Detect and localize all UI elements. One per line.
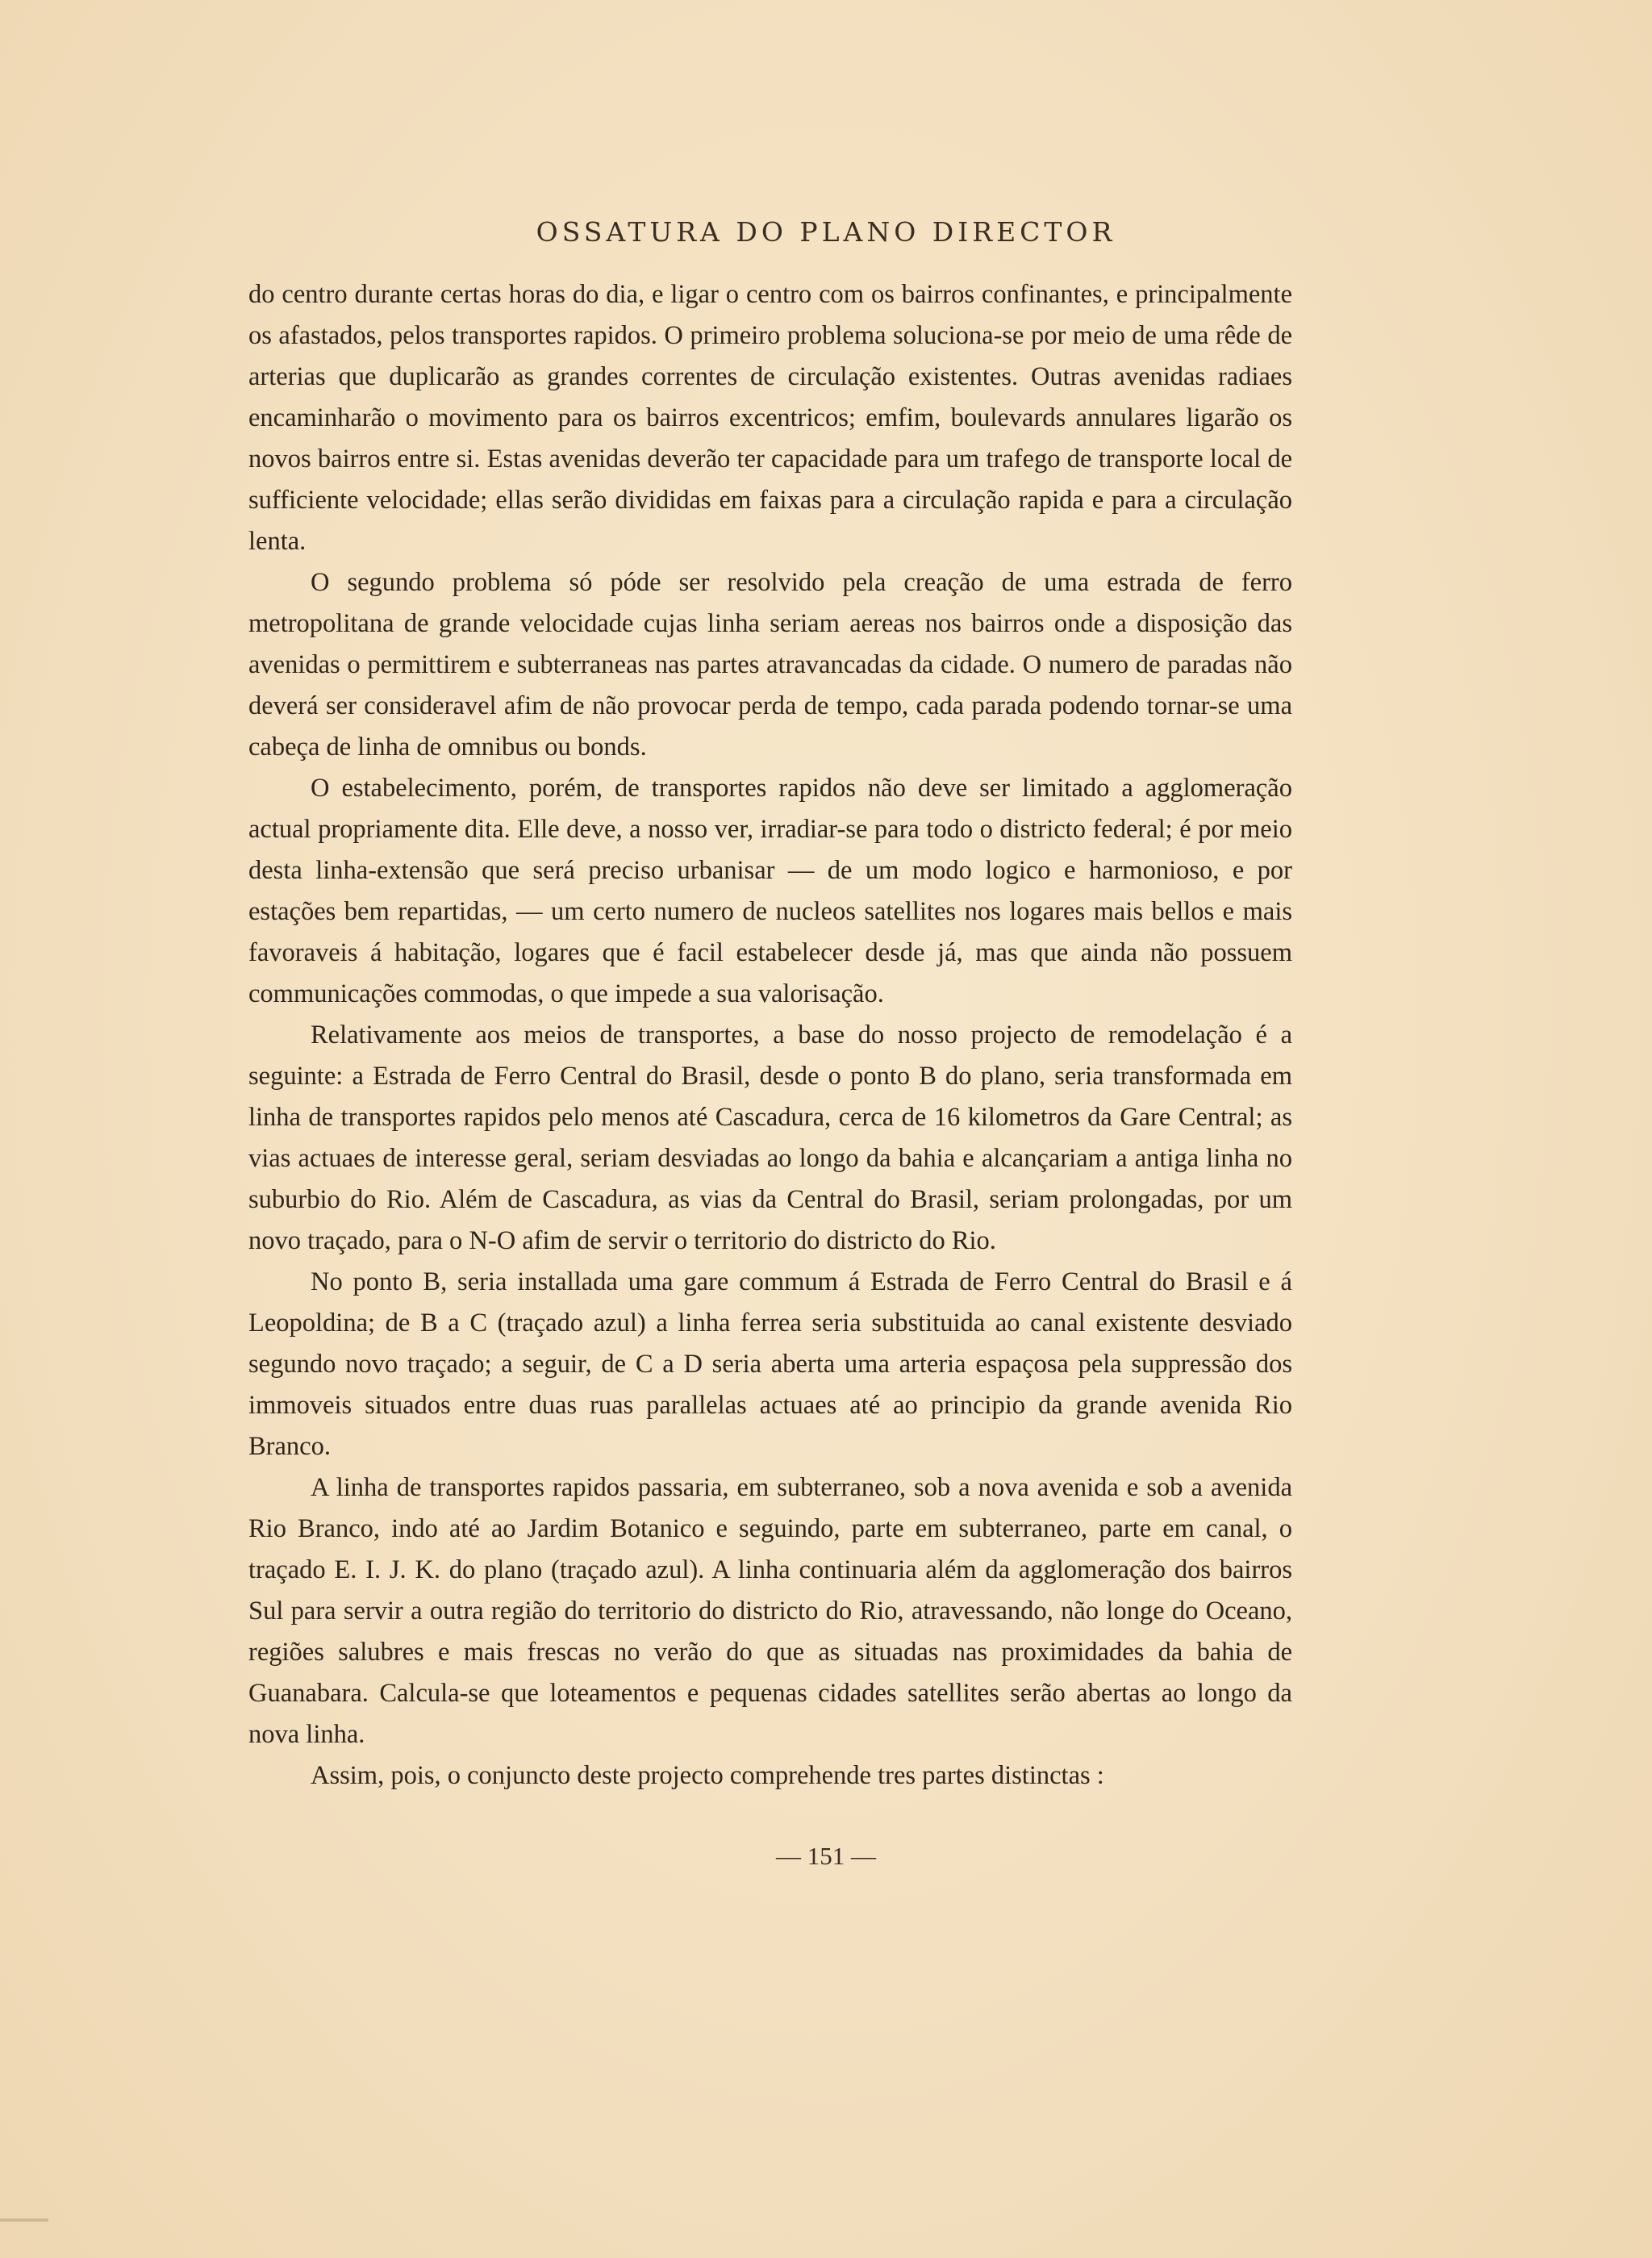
running-head: OSSATURA DO PLANO DIRECTOR (536, 216, 1116, 248)
paragraph: O estabelecimento, porém, de transportes rapidos não deve ser limitado a agglomeração actual propriamente dita. Elle deve, a nosso ver, irradiar-se para todo o districto federal; é por meio desta linha-extensão que será preciso urbanisar — de um modo logico e harmonioso, e por estações bem repartidas, — um certo numero de nucleos satellites nos logares mais bellos e mais favoraveis á habitação, logares que é facil estabelecer desde já, mas que ainda não possuem communicações commodas, o que impede a sua valorisação. (248, 774, 1292, 1008)
paragraph-final: Assim, pois, o conjuncto deste projecto comprehende tres partes distinctas : (311, 1761, 1104, 1790)
paragraph: O segundo problema só póde ser resolvido pela creação de uma estrada de ferro metropolitana de grande velocidade cujas linha seriam aereas nos bairros onde a disposição das avenidas o permittirem e subterraneas nas partes atravancadas da cidade. O numero de paradas não deverá ser consideravel afim de não provocar perda de tempo, cada parada podendo tornar-se uma cabeça de linha de omnibus ou bonds. (248, 568, 1292, 762)
page-number: — 151 — (776, 1842, 876, 1870)
paragraph: Relativamente aos meios de transportes, a base do nosso projecto de remodelação é a seguinte: a Estrada de Ferro Central do Brasil, desde o ponto B do plano, seria transformada em linha de transportes rapidos pelo menos até Cascadura, cerca de 16 kilometros da Gare Central; as vias actuaes de interesse geral, seriam desviadas ao longo da bahia e alcançariam a antiga linha no suburbio do Rio. Além de Cascadura, as vias da Central do Brasil, seriam prolongadas, por um novo traçado, para o N-O afim de servir o territorio do districto do Rio. (248, 1020, 1292, 1255)
body-text (248, 274, 1292, 1797)
paragraph: No ponto B, seria installada uma gare commum á Estrada de Ferro Central do Brasil e á Leopoldina; de B a C (traçado azul) a linha ferrea seria substituida ao canal existente desviado segundo novo traçado; a seguir, de C a D seria aberta uma arteria espaçosa pela suppressão dos immoveis situados entre duas ruas parallelas actuaes até ao principio da grande avenida Rio Branco. (248, 1267, 1292, 1461)
edge-mark (0, 2218, 48, 2222)
paragraph: A linha de transportes rapidos passaria, em subterraneo, sob a nova avenida e sob a avenida Rio Branco, indo até ao Jardim Botanico e seguindo, parte em subterraneo, parte em canal, o traçado E. I. J. K. do plano (traçado azul). A linha continuaria além da agglomeração dos bairros Sul para servir a outra região do territorio do districto do Rio, atravessando, não longe do Oceano, regiões salubres e mais frescas no verão do que as situadas nas proximidades da bahia de Guanabara. Calcula-se que loteamentos e pequenas cidades satellites serão abertas ao longo da nova linha. (248, 1473, 1292, 1749)
paragraph-continued: do centro durante certas horas do dia, e ligar o centro com os bairros confinantes, e principalmente os afastados, pelos transportes rapidos. O primeiro problema soluciona-se por meio de uma rêde de arterias que duplicarão as grandes correntes de circulação existentes. Outras avenidas radiaes encaminharão o movimento para os bairros excentricos; emfim, boulevards annulares ligarão os novos bairros entre si. Estas avenidas deverão ter capacidade para um trafego de transporte local de sufficiente velocidade; ellas serão divididas em faixas para a circulação rapida e para a circulação lenta. (248, 280, 1292, 556)
